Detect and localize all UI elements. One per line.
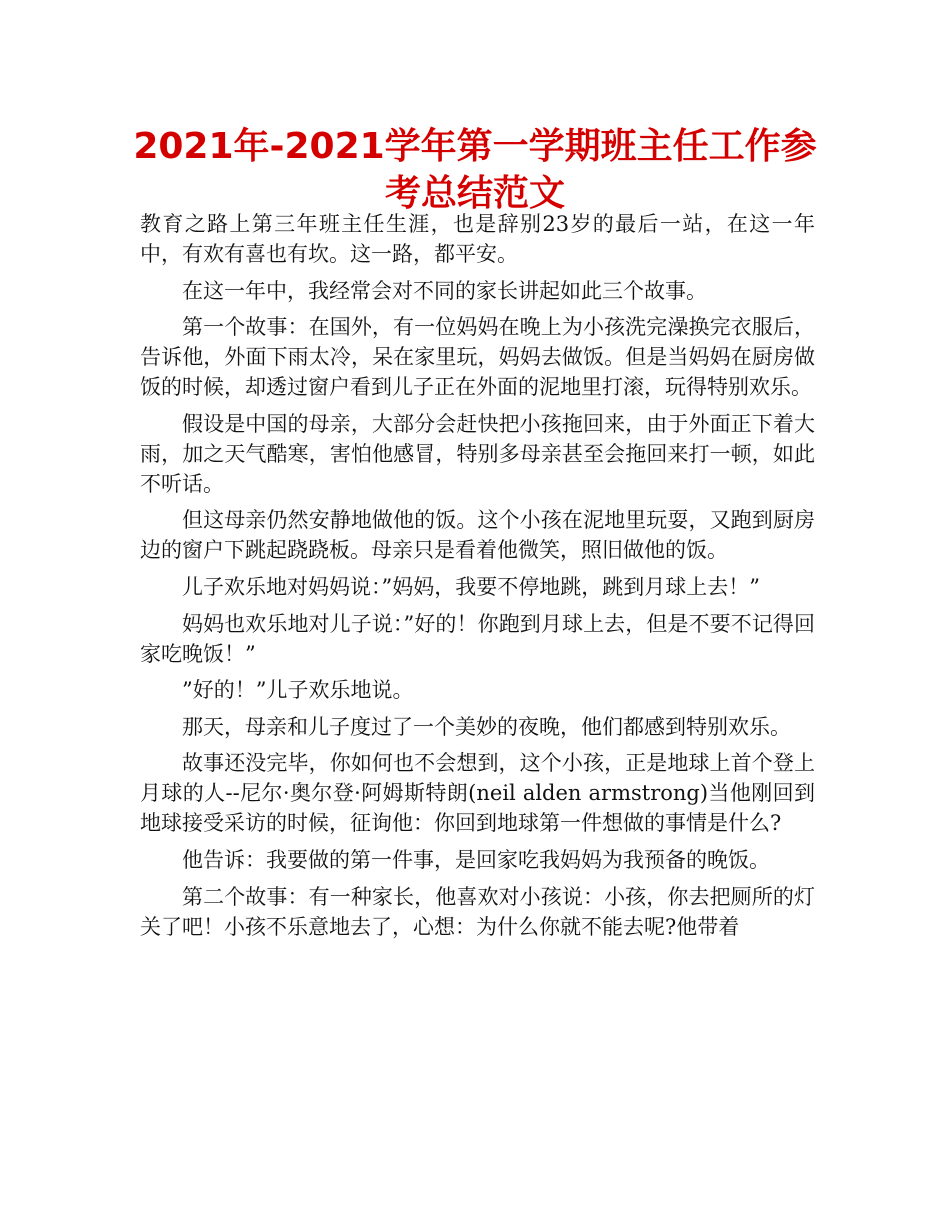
paragraph: 在这一年中，我经常会对不同的家长讲起如此三个故事。 bbox=[182, 278, 707, 303]
document-title: 2021年-2021学年第一学期班主任工作参考总结范文 bbox=[133, 126, 817, 214]
paragraph: 故事还没完毕，你如何也不会想到，这个小孩，正是地球上首个登上月球的人--尼尔·奥尔登·阿姆斯特朗(neil alden armstrong)当他刚回到地球接受采访的时候，征询他：你回到地球第一件想做的事情是什么? bbox=[140, 751, 815, 836]
paragraph: 妈妈也欢乐地对儿子说：”好的！你跑到月球上去，但是不要不记得回家吃晚饭！” bbox=[140, 611, 815, 666]
paragraph: 第二个故事：有一种家长，他喜欢对小孩说：小孩，你去把厕所的灯关了吧！小孩不乐意地去了，心想：为什么你就不能去呢?他带着 bbox=[140, 884, 815, 939]
paragraph: 儿子欢乐地对妈妈说：”妈妈，我要不停地跳，跳到月球上去！” bbox=[182, 574, 760, 599]
paragraph: 但这母亲仍然安静地做他的饭。这个小孩在泥地里玩耍，又跑到厨房边的窗户下跳起跷跷板。母亲只是看着他微笑，照旧做他的饭。 bbox=[140, 508, 815, 563]
document-body bbox=[140, 209, 815, 948]
paragraph: 那天，母亲和儿子度过了一个美妙的夜晚，他们都感到特别欢乐。 bbox=[182, 714, 791, 739]
paragraph: 假设是中国的母亲，大部分会赶快把小孩拖回来，由于外面正下着大雨，加之天气酷寒，害怕他感冒，特别多母亲甚至会拖回来打一顿，如此不听话。 bbox=[140, 411, 815, 496]
paragraph: 他告诉：我要做的第一件事，是回家吃我妈妈为我预备的晚饭。 bbox=[182, 847, 770, 872]
paragraph: 第一个故事：在国外，有一位妈妈在晚上为小孩洗完澡换完衣服后，告诉他，外面下雨太冷，呆在家里玩，妈妈去做饭。但是当妈妈在厨房做饭的时候，却透过窗户看到儿子正在外面的泥地里打滚，玩得特别欢乐。 bbox=[140, 315, 815, 400]
paragraph: ”好的！”儿子欢乐地说。 bbox=[182, 678, 414, 703]
paragraph: 教育之路上第三年班主任生涯，也是辞别23岁的最后一站，在这一年中，有欢有喜也有坎。这一路，都平安。 bbox=[140, 212, 815, 266]
